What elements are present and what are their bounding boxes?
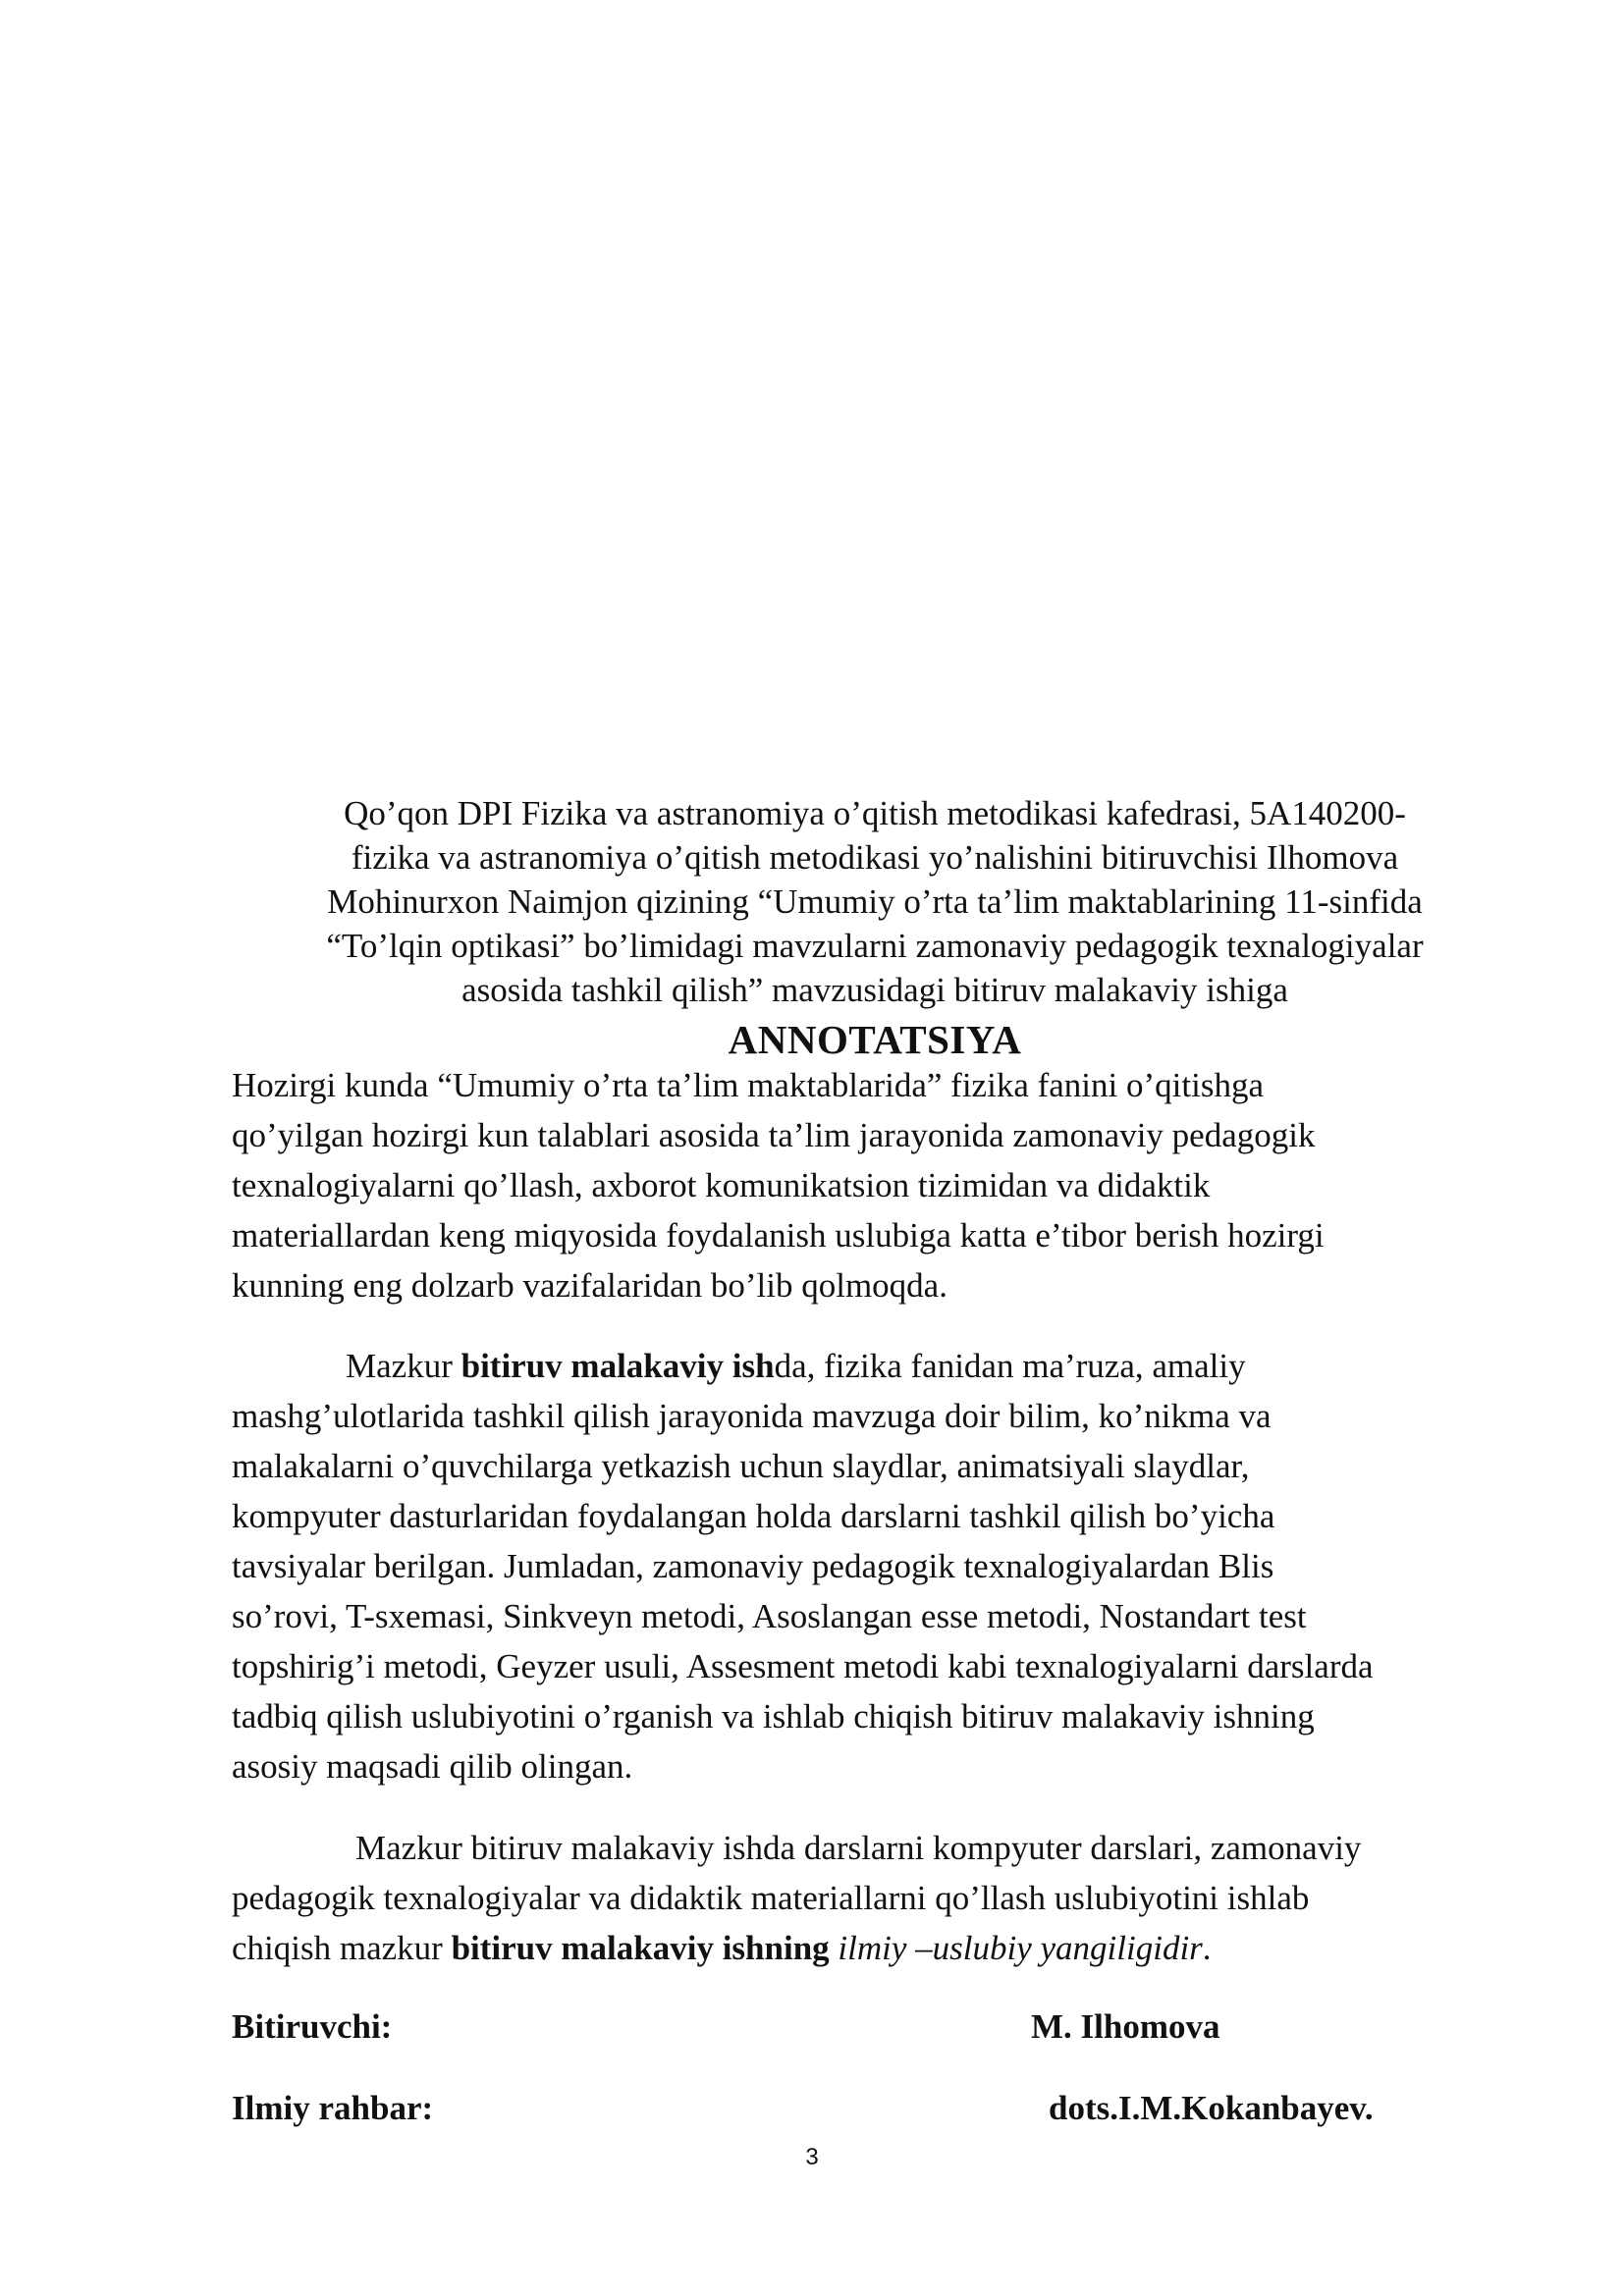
supervisor-name: dots.I.M.Kokanbayev. [1049,2089,1374,2127]
work-description-header [232,791,1518,1012]
paragraph-line: materiallardan keng miqyosida foydalanish uslubiga katta e’tibor berish hozirgi [232,1216,1325,1255]
paragraph-line: kompyuter dasturlaridan foydalangan holda darslarni tashkil qilish bo’yicha [232,1497,1275,1535]
header-line: fizika va astranomiya o’qitish metodikasi yo’nalishini bitiruvchisi Ilhomova [351,838,1399,877]
italic-run: ilmiy –uslubiy yangiligidir [838,1929,1203,1967]
paragraph-line: Mazkur bitiruv malakaviy ishda darslarni kompyuter darslari, zamonaviy [355,1829,1362,1867]
text-run: da, fizika fanidan ma’ruza, amaliy [774,1347,1246,1385]
bold-run: bitiruv malakaviy ish [460,1347,775,1385]
header-line: “To’lqin optikasi” bo’limidagi mavzularni zamonaviy pedagogik texnalogiyalar [326,927,1424,965]
paragraph-line: kunning eng dolzarb vazifalaridan bo’lib qolmoqda. [232,1266,947,1305]
paragraph-last-line [232,1923,1528,1973]
paragraph-line: Hozirgi kunda “Umumiy o’rta ta’lim maktablarida” fizika fanini o’qitishga [232,1066,1264,1104]
paragraph-line: so’rovi, T-sxemasi, Sinkveyn metodi, Asoslangan esse metodi, Nostandart test [232,1597,1307,1635]
paragraph-line: asosiy maqsadi qilib olingan. [232,1747,633,1786]
paragraph-line: tavsiyalar berilgan. Jumladan, zamonaviy pedagogik texnalogiyalardan Blis [232,1547,1274,1585]
paragraph-first-line [232,1341,1528,1391]
bold-run: bitiruv malakaviy ishning [451,1929,830,1967]
paragraph-line: texnalogiyalarni qo’llash, axborot komunikatsion tizimidan va didaktik [232,1166,1211,1204]
paragraph-line: pedagogik texnalogiyalar va didaktik materiallarni qo’llash uslubiyotini ishlab [232,1879,1310,1917]
paragraph-line: tadbiq qilish uslubiyotini o’rganish va ishlab chiqish bitiruv malakaviy ishning [232,1697,1315,1735]
paragraph-novelty [232,1823,1528,1973]
paragraph-line: qo’yilgan hozirgi kun talablari asosida ta’lim jarayonida zamonaviy pedagogik [232,1116,1316,1154]
document-title: ANNOTATSIYA [728,1017,1022,1062]
paragraph-line: topshirig’i metodi, Geyzer usuli, Assesment metodi kabi texnalogiyalarni darslarda [232,1647,1374,1685]
paragraph-intro [232,1060,1528,1310]
text-run: . [1202,1929,1212,1967]
paragraph-line: malakalarni o’quvchilarga yetkazish uchun slaydlar, animatsiyali slaydlar, [232,1447,1250,1485]
text-run: Mazkur [346,1347,461,1385]
paragraph-line: mashg’ulotlarida tashkil qilish jarayonida mavzuga doir bilim, ko’nikma va [232,1397,1272,1435]
text-run: chiqish mazkur [232,1929,452,1967]
header-line: Qo’qon DPI Fizika va astranomiya o’qitish metodikasi kafedrasi, 5A140200- [344,794,1406,832]
graduate-label: Bitiruvchi: [232,2007,393,2046]
page-number: 3 [805,2144,819,2170]
supervisor-label: Ilmiy rahbar: [232,2089,434,2127]
header-line: Mohinurxon Naimjon qizining “Umumiy o’rta ta’lim maktablarining 11-sinfida [327,882,1423,921]
graduate-name: M. Ilhomova [1031,2007,1220,2046]
header-line: asosida tashkil qilish” mavzusidagi bitiruv malakaviy ishiga [461,971,1288,1009]
paragraph-methods [232,1341,1528,1791]
